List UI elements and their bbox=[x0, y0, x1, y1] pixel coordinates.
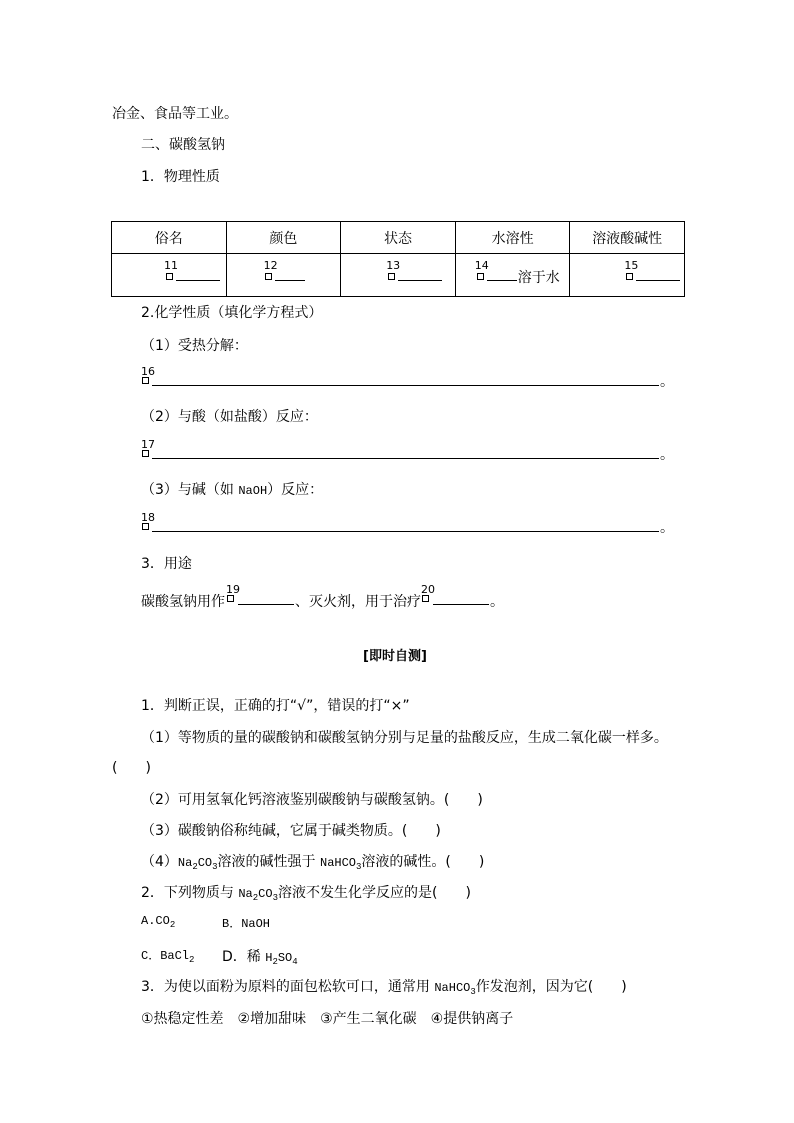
q2-stem bbox=[141, 882, 471, 902]
item-label-3 bbox=[141, 479, 323, 499]
end-mark: 。 bbox=[660, 374, 674, 390]
blank-cell-11[interactable] bbox=[112, 254, 226, 296]
uses-heading: 3．用途 bbox=[141, 556, 192, 572]
q1-statement-1: （1）等物质的量的碳酸钠和碳酸氢钠分别与足量的盐酸反应，生成二氧化碳一样多。 bbox=[141, 730, 668, 746]
uses-text-2: 、灭火剂，用于治疗 bbox=[295, 594, 421, 610]
section-title: 二、碳酸氢钠 bbox=[141, 137, 225, 153]
q3-options[interactable]: ①热稳定性差 ②增加甜味 ③产生二氧化碳 ④提供钠离子 bbox=[141, 1011, 514, 1027]
q3-stem-b: 作发泡剂，因为它( ) bbox=[475, 979, 627, 995]
formula-h2so4: $H_2SO_4$ bbox=[265, 951, 298, 967]
uses-text-1: 碳酸氢钠用作 bbox=[141, 594, 225, 610]
q1-statement-3: （3）碳酸钠俗称纯碱，它属于碱类物质。( ) bbox=[141, 823, 441, 839]
physical-properties-table bbox=[111, 221, 685, 297]
q1-statement-4 bbox=[141, 851, 484, 871]
label-post: ）反应： bbox=[267, 482, 324, 498]
answer-line-18[interactable] bbox=[152, 531, 659, 532]
answer-line-16[interactable] bbox=[152, 385, 659, 386]
s4-prefix: （4） bbox=[141, 854, 178, 870]
q2-option-d[interactable] bbox=[222, 946, 298, 966]
formula-nahco3: NaHCO$_3$ bbox=[434, 981, 476, 997]
s4-mid: 溶液的碱性强于 bbox=[217, 854, 320, 870]
item-label-1: （1）受热分解： bbox=[141, 338, 248, 354]
blank-number: 12 bbox=[263, 259, 278, 272]
blank-line bbox=[398, 268, 442, 281]
q3-stem bbox=[141, 976, 627, 996]
q1-stem: 1．判断正误，正确的打“√”，错误的打“×” bbox=[141, 698, 410, 714]
label-pre: （3）与碱（如 bbox=[141, 482, 239, 498]
q2-stem-b: 溶液不发生化学反应的是( ) bbox=[277, 885, 471, 901]
blank-box-icon bbox=[166, 273, 173, 280]
selftest-title: [即时自测] bbox=[363, 649, 427, 664]
header-common-name: 俗名 bbox=[112, 222, 227, 254]
uses-text-3: 。 bbox=[490, 594, 504, 610]
blank-line bbox=[176, 268, 220, 281]
blank-box-icon bbox=[142, 523, 149, 530]
q1-statement-2: （2）可用氢氧化钙溶液鉴别碳酸钠与碳酸氢钠。( ) bbox=[141, 792, 483, 808]
blank-line bbox=[636, 268, 680, 281]
blank-number: 16 bbox=[141, 365, 155, 378]
blank-cell-13[interactable] bbox=[341, 254, 455, 296]
blank-line bbox=[275, 268, 305, 281]
blank-number: 19 bbox=[226, 583, 240, 596]
chemical-heading: 2.化学性质（填化学方程式） bbox=[141, 305, 323, 321]
opt-d-label: D．稀 bbox=[222, 949, 266, 965]
header-acidity: 溶液酸碱性 bbox=[570, 222, 685, 254]
opt-c-label: C．BaCl bbox=[141, 949, 190, 963]
answer-line-20[interactable] bbox=[433, 604, 489, 605]
blank-line bbox=[487, 268, 517, 281]
end-mark: 。 bbox=[660, 447, 674, 463]
answer-line-17[interactable] bbox=[152, 458, 659, 459]
blank-number: 17 bbox=[141, 438, 155, 451]
q2-option-b[interactable]: B．NaOH bbox=[222, 917, 271, 931]
q2-stem-a: 2．下列物质与 bbox=[141, 885, 239, 901]
formula-na2co3: $Na_2CO_3$ bbox=[238, 887, 278, 903]
uses-line bbox=[141, 591, 225, 611]
item-label-2: （2）与酸（如盐酸）反应： bbox=[141, 409, 318, 425]
blank-number: 13 bbox=[386, 259, 401, 272]
formula-na2co3: $Na_2CO_3$ bbox=[177, 856, 218, 872]
blank-box-icon bbox=[626, 273, 633, 280]
blank-number: 14 bbox=[474, 259, 489, 272]
blank-number: 20 bbox=[421, 583, 435, 596]
header-state: 状态 bbox=[341, 222, 456, 254]
physical-heading: 1．物理性质 bbox=[141, 169, 220, 185]
header-color: 颜色 bbox=[226, 222, 341, 254]
q3-stem-a: 3．为使以面粉为原料的面包松软可口，通常用 bbox=[141, 979, 435, 995]
blank-box-icon bbox=[142, 450, 149, 457]
s4-suffix: 溶液的碱性。( ) bbox=[361, 854, 485, 870]
formula-naoh: NaOH bbox=[238, 484, 268, 498]
formula-nahco3: NaHCO$_3$ bbox=[320, 856, 362, 872]
blank-box-icon bbox=[477, 273, 484, 280]
answer-line-19[interactable] bbox=[238, 604, 294, 605]
end-mark: 。 bbox=[660, 520, 674, 536]
blank-box-icon bbox=[422, 595, 429, 602]
blank-number: 11 bbox=[164, 259, 178, 272]
q2-option-a[interactable]: $A.CO_2$ bbox=[141, 914, 176, 930]
intro-text: 冶金、食品等工业。 bbox=[112, 106, 238, 122]
blank-box-icon bbox=[388, 273, 395, 280]
q2-option-c[interactable]: C．BaCl$_2$ bbox=[141, 949, 195, 965]
opt-a-label: A. bbox=[141, 914, 156, 928]
blank-box-icon bbox=[142, 377, 149, 384]
blank-cell-14[interactable] bbox=[456, 254, 570, 296]
blank-box-icon bbox=[265, 273, 272, 280]
blank-number: 15 bbox=[624, 259, 639, 272]
blank-cell-12[interactable] bbox=[227, 254, 341, 296]
q1-statement-1-paren[interactable]: ( ) bbox=[112, 760, 151, 776]
blank-number: 18 bbox=[141, 511, 155, 524]
header-solubility: 水溶性 bbox=[455, 222, 570, 254]
blank-box-icon bbox=[227, 595, 234, 602]
water-suffix: 溶于水 bbox=[517, 270, 560, 286]
blank-cell-15[interactable] bbox=[570, 254, 684, 296]
